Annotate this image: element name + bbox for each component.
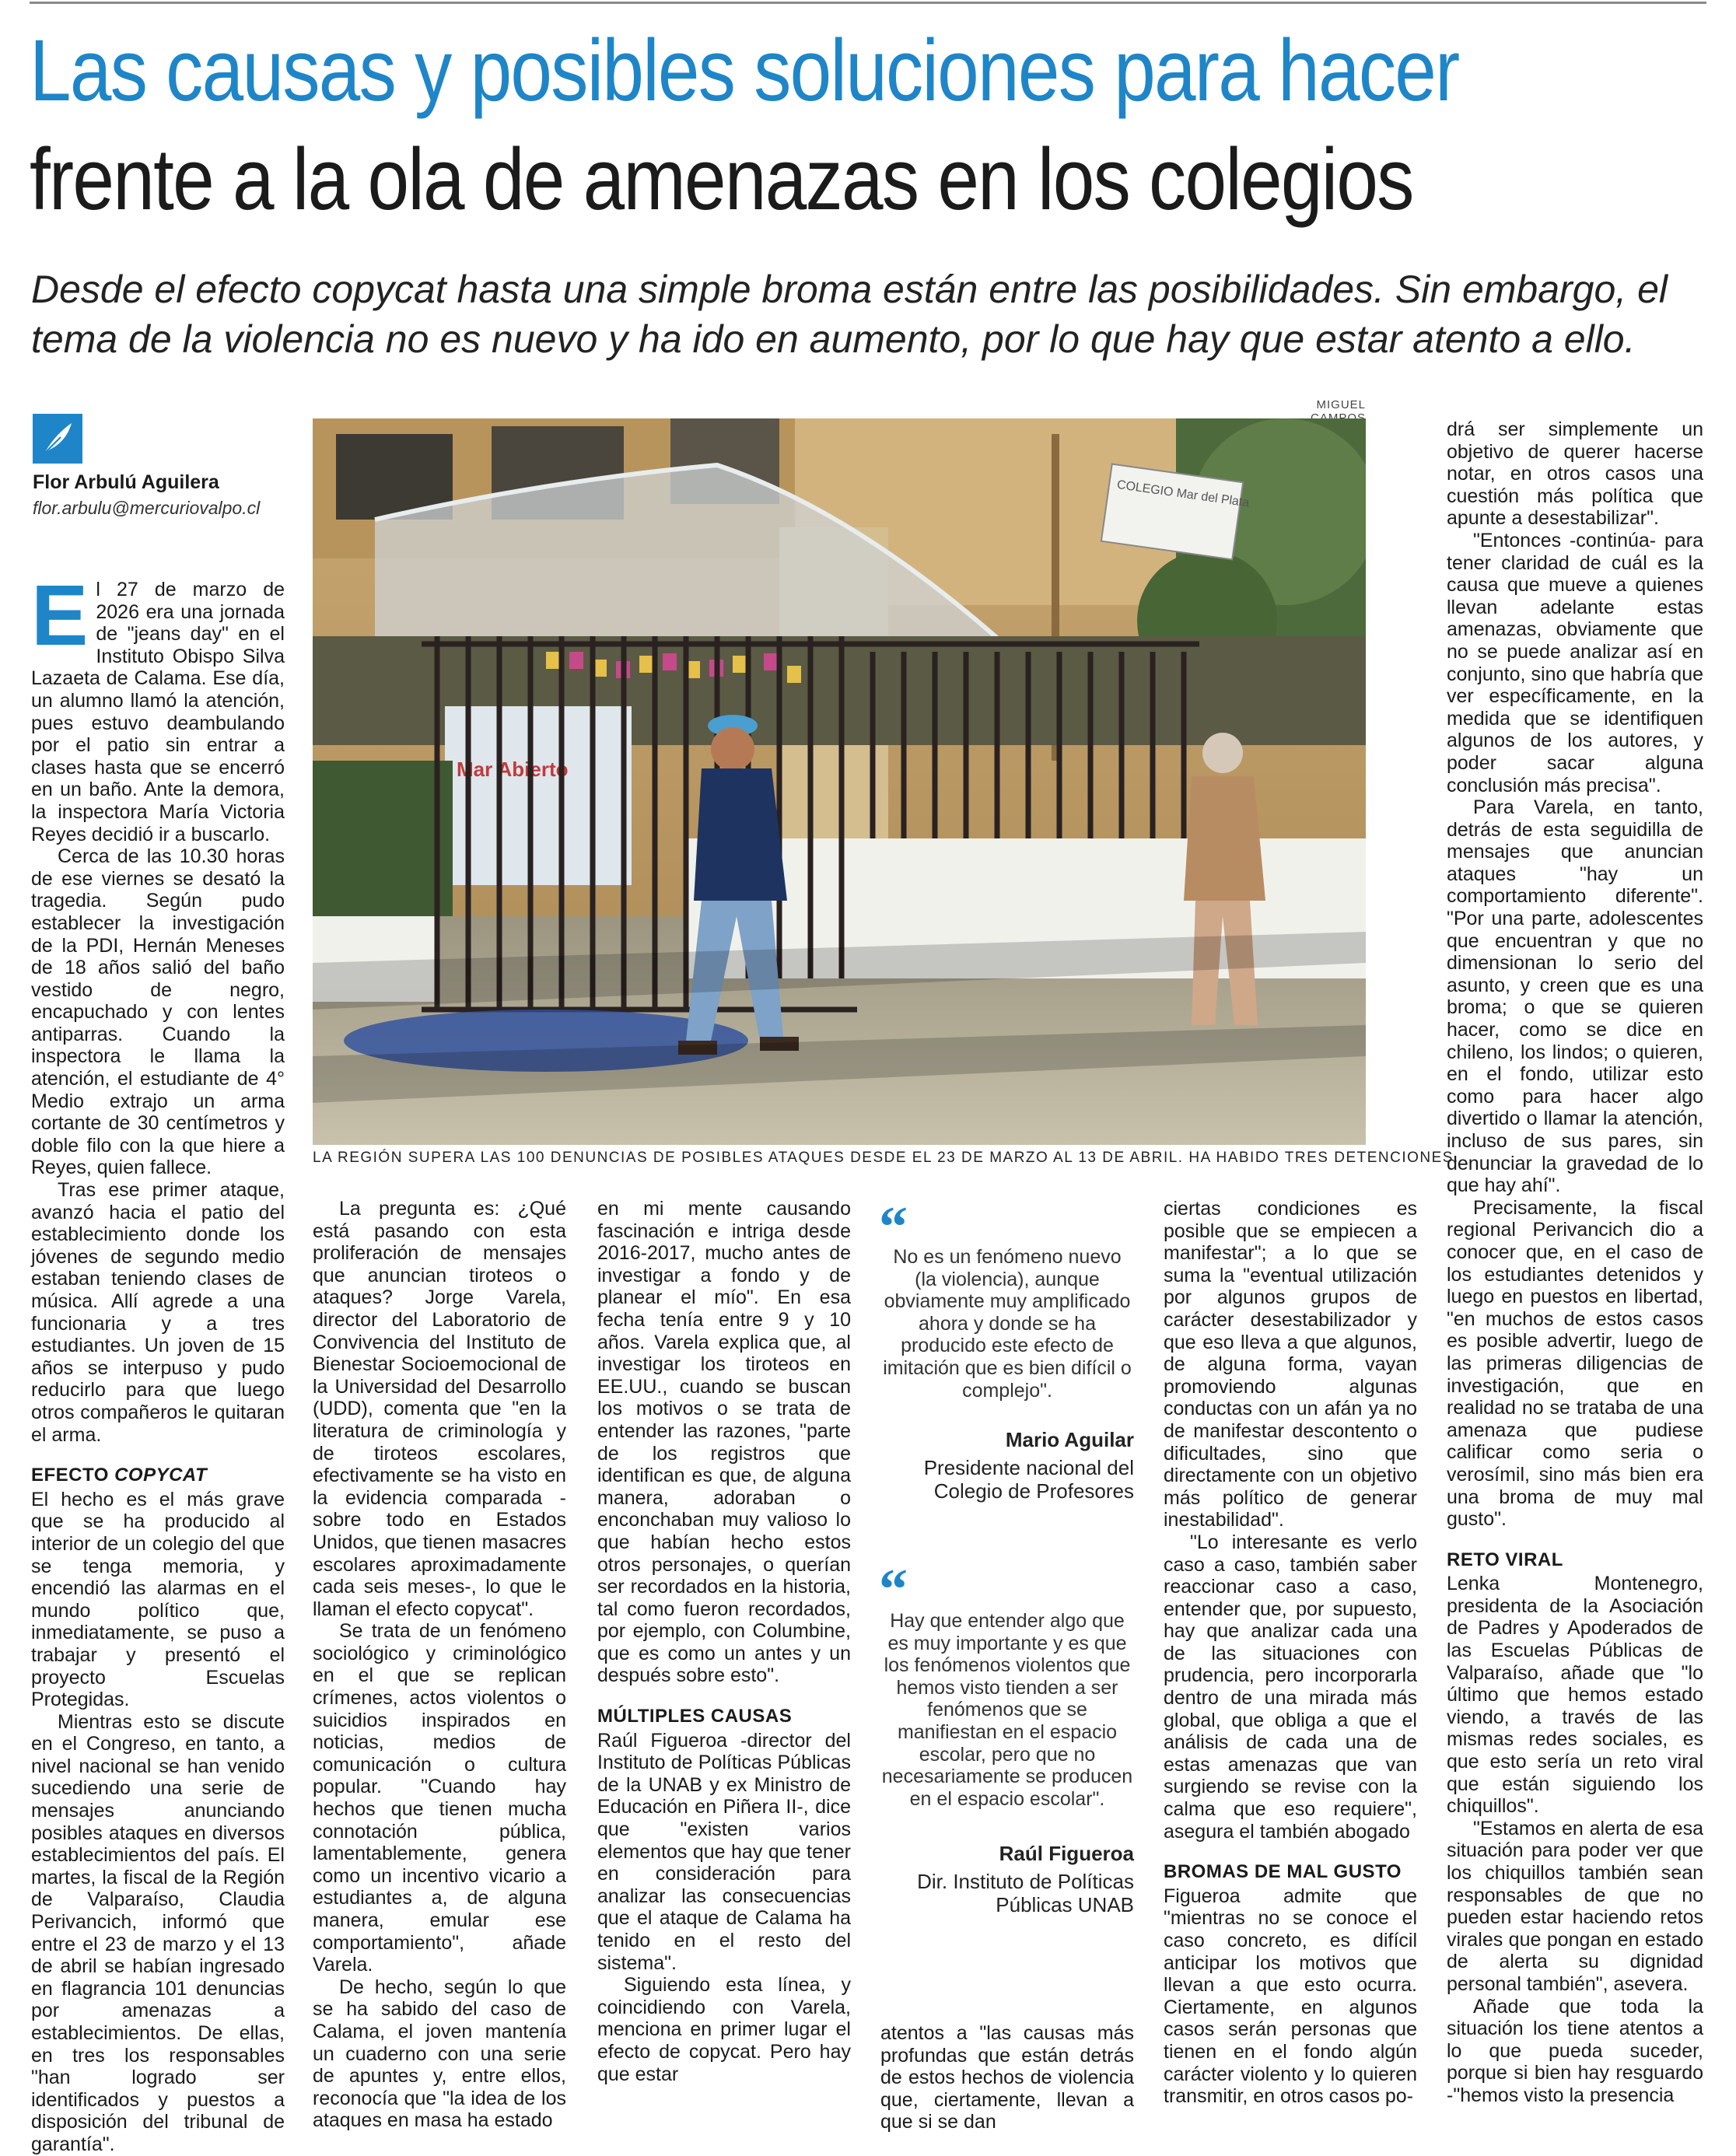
- top-rule: [30, 2, 1706, 4]
- paragraph: en mi mente causando fascinación e intriga desde 2016-2017, mucho antes de investigar a fondo y de planear el mío". En esa fecha tenía entre 9 y 10 años. Varela explica que, al investigar los tiroteos en EE.UU., cuando se buscan los motivos o se trata de entender las razones, "parte de los registros que identifican es que, de alguna manera, adoraban o enconchaban muy valioso lo que habían hecho estos otros personajes, o querían ser recordados en la historia, tal como fueron recordados, por ejemplo, con Columbine, que es como un antes y un después sobre esto".: [597, 1198, 851, 1687]
- column-4-text: [880, 2022, 1134, 2133]
- school-entrance-photo: [313, 418, 1366, 1145]
- paragraph: drá ser simplemente un objetivo de querer hacerse notar, en otros casos una cuestión más política que apunte a desestabilizar".: [1447, 418, 1703, 530]
- paragraph: Lenka Montenegro, presidenta de la Asociación de Padres y Apoderados de las Escuelas Públicas de Valparaíso, añade que "lo último que hemos estado viendo, a través de las mismas redes sociales, es que esto sería un reto viral que están siguiendo los chiquillos".: [1447, 1573, 1703, 1818]
- quote-1-name: Mario Aguilar: [1005, 1428, 1134, 1451]
- photo-credit: MIGUEL: [1316, 398, 1366, 411]
- paragraph: Mientras esto se discute en el Congreso, en tanto, a nivel nacional se han venido sucediendo una serie de mensajes anunciando posibles ataques en diversos establecimientos del país. El martes, la fiscal de la Región de Valparaíso, Claudia Perivancich, informó que entre el 23 de marzo y el 13 de abril se habían ingresado en flagrancia 101 denuncias por amenazas a establecimientos. De ellas, en tres los responsables "han logrado ser identificados y puestos a disposición del tribunal de garantía".: [31, 1710, 285, 2155]
- paragraph: "Estamos en alerta de esa situación para poder ver que los chiquillos también sean responsables de que no pueden estar haciendo retos virales que pongan en estado de alerta su dignidad personal también", asevera.: [1447, 1817, 1703, 1995]
- paragraph: El hecho es el más grave que se ha producido al interior de un colegio del que se tenga memoria, y encendió las alarmas en el mundo político que, inmediatamente, se puso a trabajar y presentó el proyecto Escuelas Protegidas.: [31, 1488, 285, 1711]
- quote-mark-icon: “: [879, 1558, 908, 1622]
- deck-subtitle: Desde el efecto copycat hasta una simple broma están entre las posibilidades. Sin embargo, el tema de la violencia no es nuevo y ha ido en aumento, por lo que hay que estar atento a ello.: [31, 268, 1668, 361]
- subheading-bromas: BROMAS DE MAL GUSTO: [1164, 1861, 1402, 1883]
- paragraph: Raúl Figueroa -director del Instituto de Políticas Públicas de la UNAB y ex Ministro de Educación en Piñera II-, dice que "existen varios elementos que hay que tener en consideración para analizar las consecuencias que el ataque de Calama ha tenido en el resto del sistema".: [597, 1729, 851, 1974]
- quote-1-role: Presidente nacional del Colegio de Profesores: [923, 1456, 1134, 1503]
- paragraph: Cerca de las 10.30 horas de ese viernes se desató la tragedia. Según pudo establecer la investigación de la PDI, Hernán Meneses de 18 años salió del baño vestido de negro, encapuchado y con lentes antiparras. Cuando la inspectora le llama la atención, el estudiante de 4° Medio extrajo un arma cortante de 30 centímetros y doble filo con la que hiere a Reyes, quien fallece.: [31, 845, 285, 1179]
- author-name: Flor Arbulú Aguilera: [33, 471, 219, 493]
- subheading-multiples-causas: MÚLTIPLES CAUSAS: [597, 1706, 793, 1727]
- paragraph: "Entonces -continúa- para tener claridad de cuál es la causa que mueve a quienes llevan adelante estas amenazas, obviamente que no se puede analizar así en conjunto, sino que habría que ver específicamente, en la medida que se identifiquen algunos de los autores, y poder sacar alguna conclusión más precisa".: [1447, 529, 1703, 796]
- column-3: [597, 1198, 851, 2085]
- drop-cap: E: [31, 568, 89, 663]
- photo-caption: LA REGIÓN SUPERA LAS 100 DENUNCIAS DE POSIBLES ATAQUES DESDE EL 23 DE MARZO AL 13 DE ABRIL. HA HABIDO TRES DETENCIONES.: [313, 1150, 1459, 1166]
- paragraph: De hecho, según lo que se ha sabido del caso de Calama, el joven mantenía un cuaderno con una serie de apuntes y, entre ellos, reconocía que "la idea de los ataques en masa ha estado: [313, 1976, 566, 2132]
- column-1: [31, 568, 285, 2156]
- paragraph: Siguiendo esta línea, y coincidiendo con Varela, menciona en primer lugar el efecto de copycat. Pero hay que estar: [597, 1974, 851, 2085]
- paragraph: Añade que toda la situación los tiene atentos a lo que pueda suceder, porque si bien hay resguardo -"hemos visto la presencia: [1447, 1995, 1703, 2106]
- paragraph: Figueroa admite que "mientras no se conoce el caso concreto, es difícil anticipar los motivos que llevan a que esto ocurra. Ciertamente, en algunos casos serán personas que tienen en el fondo algún carácter violento y lo quieren transmitir, en otros casos po-: [1164, 1885, 1417, 2108]
- paragraph: Se trata de un fenómeno sociológico y criminológico en el que se replican crímenes, actos violentos o suicidios inspirados en noticias, medios de comunicación o cultura popular. "Cuando hay hechos que tienen mucha connotación pública, lamentablemente, genera como un incentivo vicario a estudiantes a, de alguna manera, emular ese comportamiento", añade Varela.: [313, 1620, 566, 1976]
- school-sign-text: COLEGIO Mar del Plata: [1115, 478, 1251, 510]
- paragraph: La pregunta es: ¿Qué está pasando con esta proliferación de mensajes que anuncian tiroteos o ataques? Jorge Varela, director del Laboratorio de Convivencia del Instituto de Bienestar Socioemocional de la Universidad del Desarrollo (UDD), comenta que "en la literatura de criminología y de tiroteos escolares, efectivamente se ha visto en la evidencia comparada -sobre todo en Estados Unidos, que tienen masacres escolares aproximadamente cada seis meses-, lo que le llaman el efecto copycat".: [313, 1198, 566, 1620]
- pull-quote-2: Hay que entender algo que es muy importante y es que los fenómenos violentos que hemos visto tienden a ser fenómenos que se manifiestan en el espacio escolar, pero que no necesariamente se producen en el espacio escolar".: [881, 1610, 1133, 1810]
- paragraph: "Lo interesante es verlo caso a caso, también saber reaccionar caso a caso, entender que, por supuesto, hay que analizar cada una de las situaciones con prudencia, pero incorporarla dentro de una mirada más global, que obliga a que el análisis de cada una de estas amenazas que van surgiendo se revise con la calma que eso requiere", asegura el también abogado: [1164, 1531, 1417, 1843]
- door-sign-text: Mar Abierto: [457, 758, 569, 781]
- paragraph: Para Varela, en tanto, detrás de esta seguidilla de mensajes que anuncian ataques "hay un comportamiento diferente". "Por una parte, adolescentes que encuentran y que no dimensionan lo serio del asunto, y creen que es una broma; o que se quieren hacer, como se dice en chileno, los lindos; o quieren, en el fondo, utilizar esto como para hacer algo divertido o llamar la atención, incluso de sus pares, sin denunciar la gravedad de lo que hay ahí".: [1447, 796, 1703, 1197]
- quote-2-name: Raúl Figueroa: [999, 1842, 1134, 1865]
- column-2: [313, 1198, 566, 2132]
- subheading-reto-viral: RETO VIRAL: [1447, 1549, 1563, 1570]
- paragraph: Tras ese primer ataque, avanzó hacia el patio del establecimiento donde los jóvenes de segundo medio estaban teniendo clases de música. Allí agrede a una funcionaria y a tres estudiantes. Un joven de 15 años se interpuso y pudo reducirlo para que luego otros compañeros le quitaran el arma.: [31, 1179, 285, 1446]
- paragraph: atentos a "las causas más profundas que están detrás de estos hechos de violencia que, ciertamente, llevan a que si se dan: [880, 2022, 1134, 2133]
- headline-line-2: frente a la ola de amenazas en los colegios: [30, 131, 1413, 228]
- paragraph: ciertas condiciones es posible que se empiecen a manifestar"; a lo que se suma la "eventual utilización por algunos grupos de carácter desestabilizador y que eso lleva a que algunos, de alguna forma, vayan promoviendo algunas conductas con un afán ya no de manifestar descontento o dificultades, sino que directamente con un objetivo más político de generar inestabilidad".: [1164, 1198, 1417, 1531]
- column-6: [1447, 418, 1703, 2107]
- column-5: [1164, 1198, 1417, 2108]
- quote-2-role: Dir. Instituto de Políticas Públicas UNAB: [917, 1870, 1134, 1916]
- author-feather-icon: [33, 414, 82, 464]
- author-email[interactable]: flor.arbulu@mercuriovalpo.cl: [33, 498, 261, 518]
- subheading-copycat: EFECTO COPYCAT: [31, 1465, 208, 1486]
- quote-mark-icon: “: [879, 1195, 908, 1259]
- pull-quote-1: No es un fenómeno nuevo (la violencia), aunque obviamente muy amplificado ahora y donde se ha producido este efecto de imitación que es bien difícil o complejo".: [883, 1246, 1132, 1402]
- paragraph: Precisamente, la fiscal regional Perivancich dio a conocer que, en el caso de los estudiantes detenidos y luego en puestos en libertad, "en muchos de estos casos es posible advertir, luego de las primeras diligencias de investigación, que en realidad no se trataba de una amenaza que pudiese calificar como seria o verosímil, sino más bien era una broma de muy mal gusto".: [1447, 1196, 1703, 1531]
- headline-line-1: Las causas y posibles soluciones para hacer: [30, 22, 1459, 119]
- lead-paragraph: El 27 de marzo de 2026 era una jornada de "jeans day" en el Instituto Obispo Silva Lazaeta de Calama. Ese día, un alumno llamó la atención, pues estuvo deambulando por el patio sin entrar a clases hasta que se encerró en un baño. Ante la demora, la inspectora María Victoria Reyes decidió ir a buscarlo.: [31, 568, 285, 845]
